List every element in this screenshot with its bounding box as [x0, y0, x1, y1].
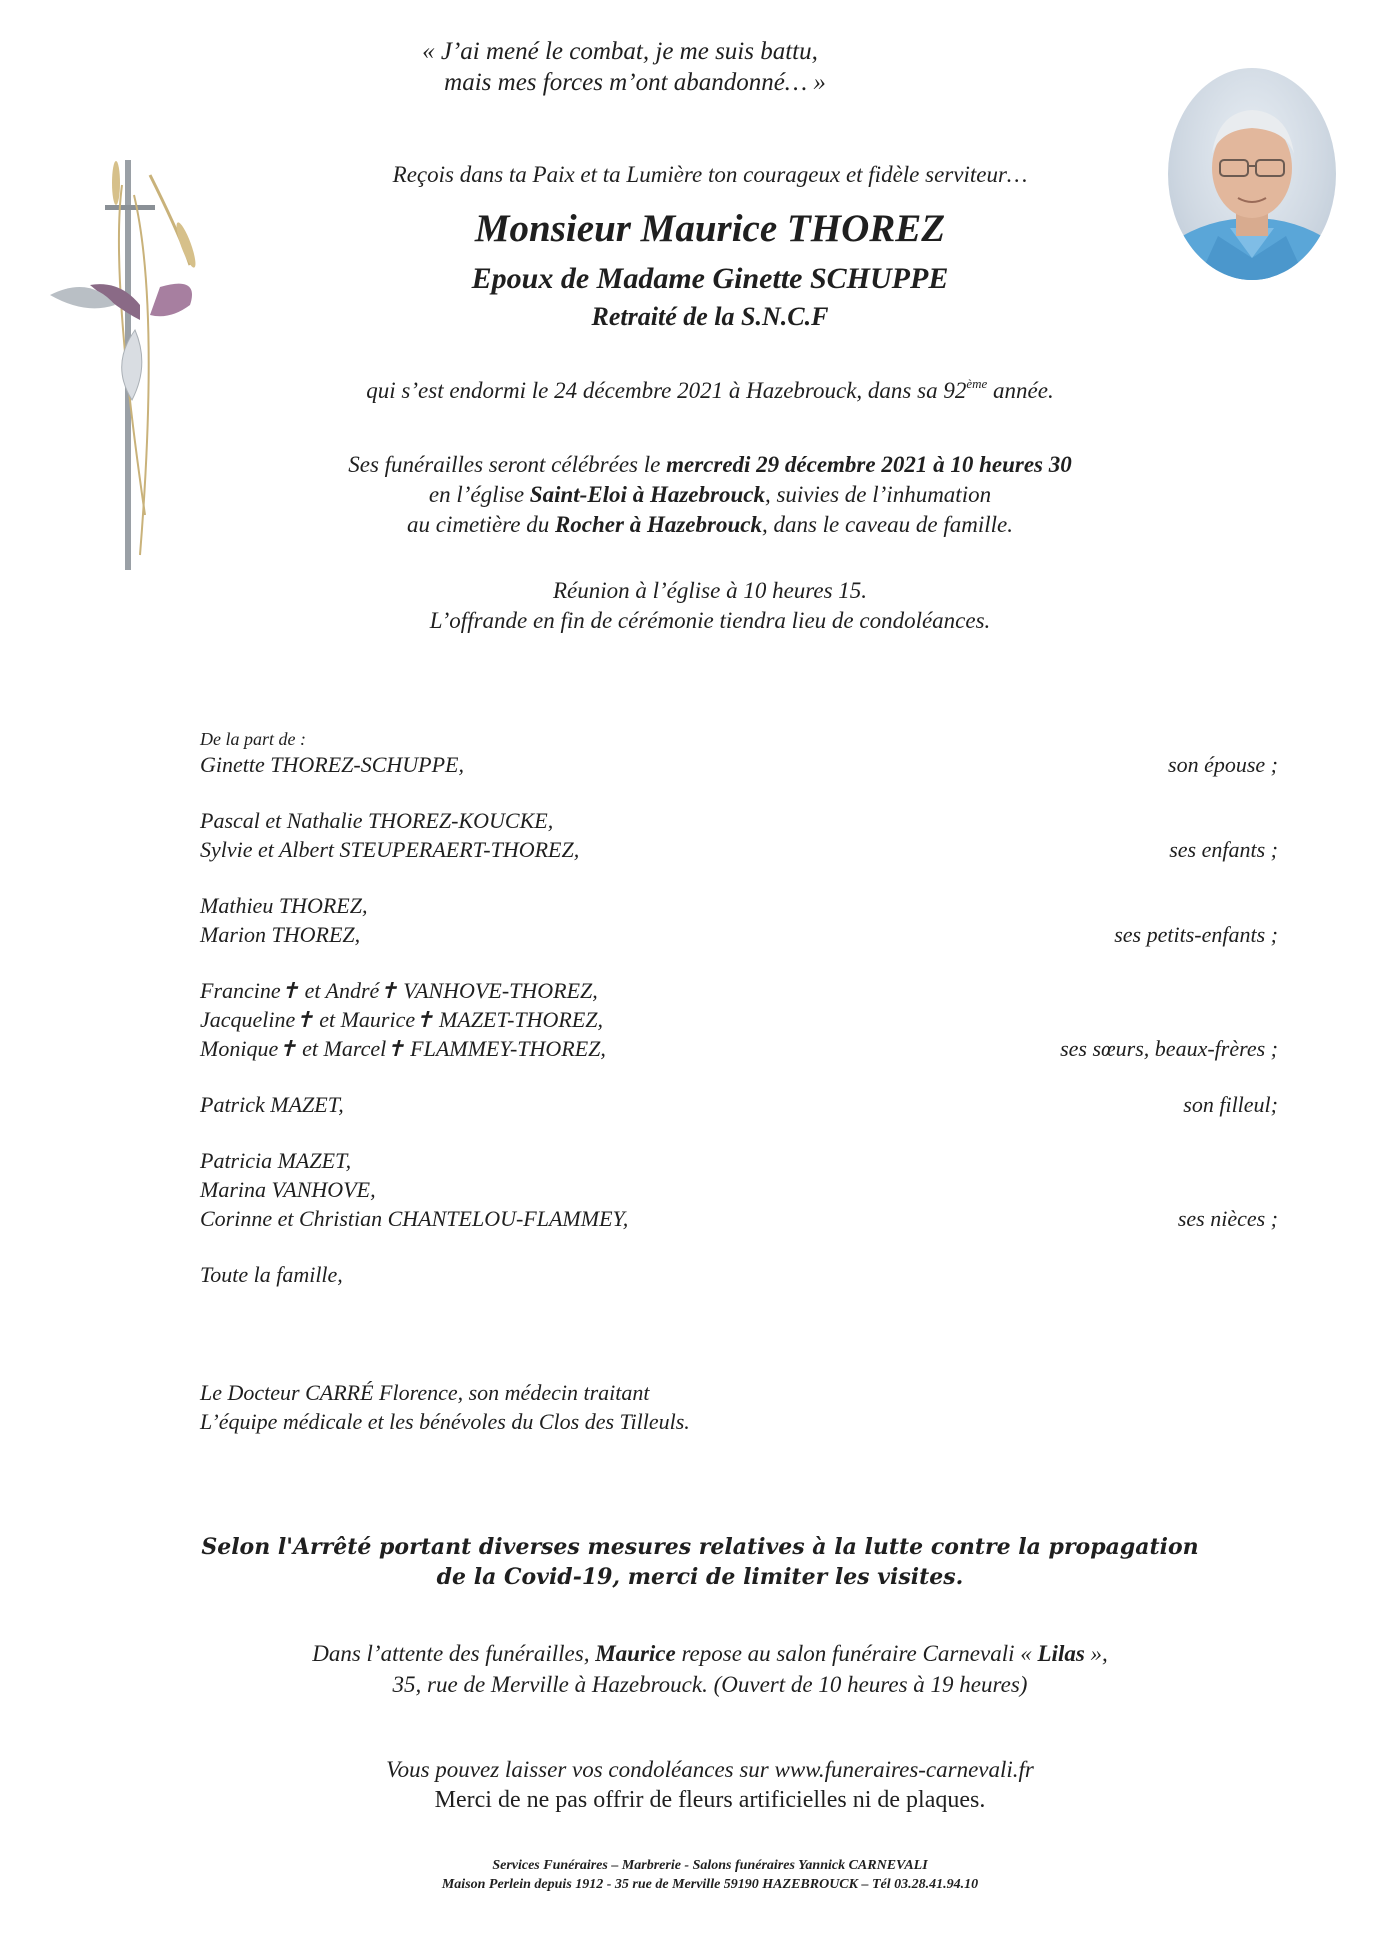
- portrait-photo: [1168, 68, 1336, 280]
- family-relation: son épouse ;: [1168, 752, 1278, 777]
- condolences-notice: Vous pouvez laisser vos condoléances sur www.funeraires-carnevali.fr Merci de ne pas offrir de fleurs artificielles ni de plaques.: [386, 1757, 1034, 1813]
- family-name: Marina VANHOVE,: [200, 1177, 376, 1202]
- family-names: [200, 750, 464, 779]
- deceased-name: Monsieur Maurice THOREZ: [474, 207, 946, 250]
- family-name: Mathieu THOREZ,: [200, 893, 368, 918]
- funeral-home-footer: Services Funéraires – Marbrerie - Salons funéraires Yannick CARNEVALI Maison Perlein depuis 1912 - 35 rue de Merville 59190 HAZEBROUCK – Tél 03.28.41.94.10: [441, 1858, 979, 1892]
- family-names: [200, 891, 367, 949]
- spouse-line: Epoux de Madame Ginette SCHUPPE: [471, 262, 949, 295]
- family-group: [200, 976, 1282, 1063]
- family-name: Marion THOREZ,: [200, 922, 361, 947]
- quote-line-1: « J’ai mené le combat, je me suis battu,: [422, 38, 818, 65]
- family-name: Monique✝ et Marcel✝ FLAMMEY-THOREZ,: [200, 1036, 606, 1061]
- family-name: Patrick MAZET,: [200, 1092, 344, 1117]
- retired-line: Retraité de la S.N.C.F: [591, 302, 829, 331]
- intro-line: Reçois dans ta Paix et ta Lumière ton courageux et fidèle serviteur…: [392, 162, 1028, 187]
- family-group: [200, 1260, 1282, 1289]
- family-relation: son filleul;: [1183, 1092, 1278, 1117]
- covid-notice: Selon l'Arrêté portant diverses mesures relatives à la lutte contre la propagation de la Covid-19, merci de limiter les visites.: [201, 1534, 1199, 1590]
- family-names: [200, 1090, 344, 1119]
- family-name: Jacqueline✝ et Maurice✝ MAZET-THOREZ,: [200, 1007, 604, 1032]
- salon-notice: Dans l’attente des funérailles, Maurice repose au salon funéraire Carnevali « Lilas », 35, rue de Merville à Hazebrouck. (Ouvert de 10 heures à 19 heures): [312, 1641, 1108, 1697]
- family-name: Patricia MAZET,: [200, 1148, 352, 1173]
- family-group: [200, 806, 1282, 864]
- family-group: [200, 891, 1282, 949]
- family-list: [200, 728, 1282, 1316]
- family-intro: De la part de :: [200, 729, 306, 749]
- family-name: Pascal et Nathalie THOREZ-KOUCKE,: [200, 808, 554, 833]
- family-group: [200, 1146, 1282, 1233]
- funeral-details: Ses funérailles seront célébrées le mercredi 29 décembre 2021 à 10 heures 30 en l’église Saint-Eloi à Hazebrouck, suivies de l’inhumation au cimetière du Rocher à Hazebrouck, dans le caveau de famille.: [348, 452, 1072, 537]
- family-name: Toute la famille,: [200, 1262, 343, 1287]
- death-announcement: qui s’est endormi le 24 décembre 2021 à Hazebrouck, dans sa 92ème année.: [366, 376, 1054, 403]
- family-names: [200, 806, 579, 864]
- family-name: Corinne et Christian CHANTELOU-FLAMMEY,: [200, 1206, 629, 1231]
- family-group: [200, 1090, 1282, 1119]
- family-names: [200, 1146, 628, 1233]
- family-names: [200, 1260, 343, 1289]
- family-relation: ses sœurs, beaux-frères ;: [1060, 1036, 1278, 1061]
- family-group: [200, 750, 1282, 779]
- cross-with-lily-icon: [50, 155, 210, 575]
- epigraph-quote: [300, 36, 940, 98]
- family-name: Ginette THOREZ-SCHUPPE,: [200, 752, 464, 777]
- reunion-details: Réunion à l’église à 10 heures 15. L’offrande en fin de cérémonie tiendra lieu de condoléances.: [429, 578, 991, 633]
- family-relation: ses enfants ;: [1169, 837, 1278, 862]
- quote-line-2: mais mes forces m’ont abandonné… »: [444, 69, 826, 96]
- family-name: Francine✝ et André✝ VANHOVE-THOREZ,: [200, 978, 598, 1003]
- family-relation: ses nièces ;: [1177, 1206, 1278, 1231]
- family-names: [200, 976, 606, 1063]
- family-name: Sylvie et Albert STEUPERAERT-THOREZ,: [200, 837, 580, 862]
- medical-thanks: Le Docteur CARRÉ Florence, son médecin traitant L’équipe médicale et les bénévoles du Clos des Tilleuls.: [200, 1380, 690, 1434]
- family-relation: ses petits-enfants ;: [1114, 922, 1278, 947]
